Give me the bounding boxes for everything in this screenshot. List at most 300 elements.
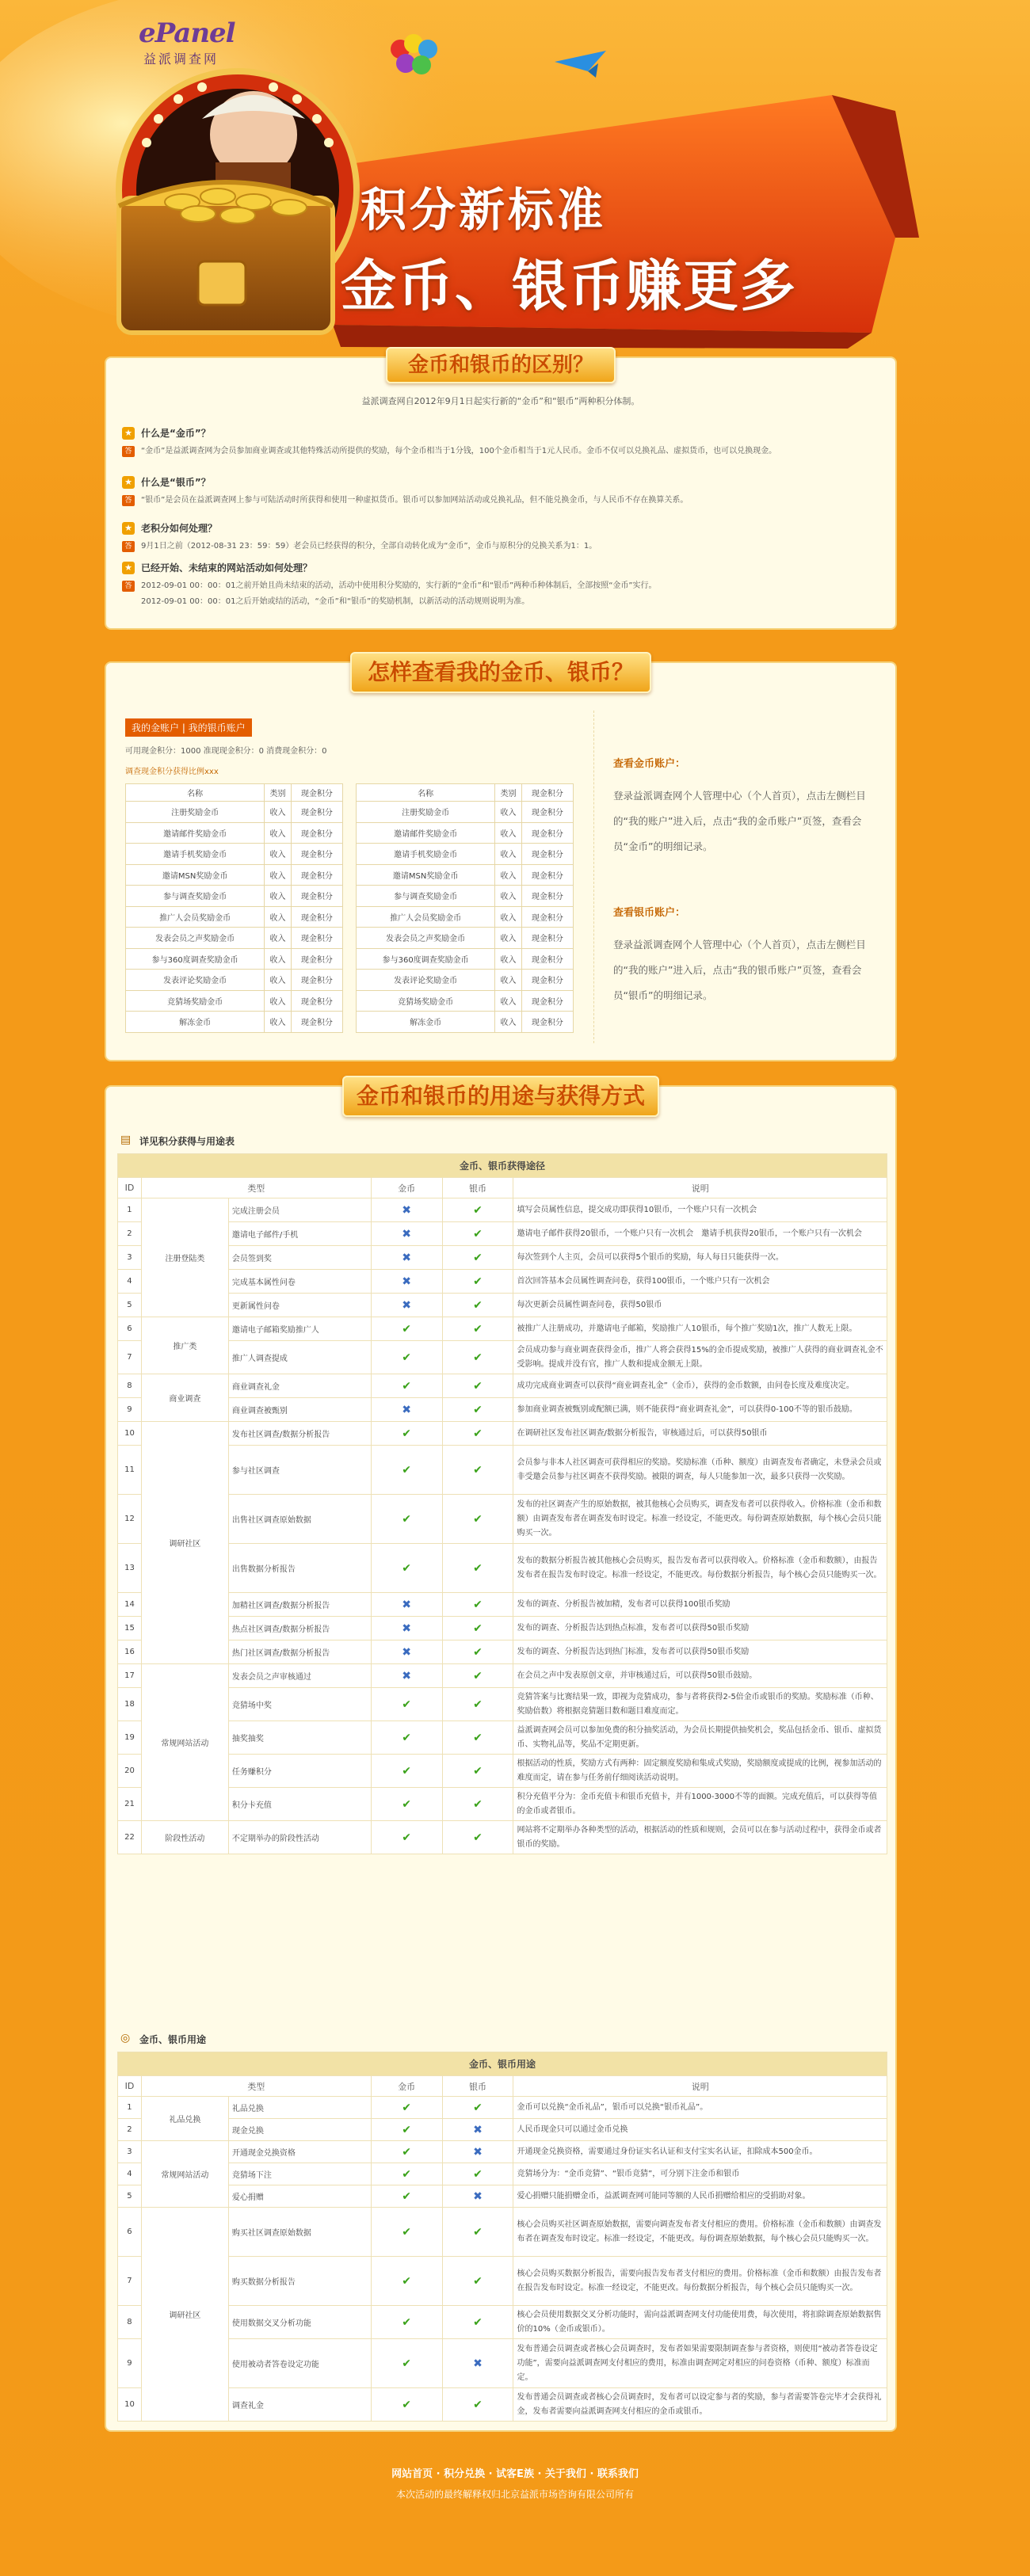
row-id: 2 xyxy=(118,1222,142,1246)
row-description: 益派调查网会员可以参加免费的积分抽奖活动，为会员长期提供抽奖机会，奖品包括金币、银币、虚拟货币、实物礼品等，奖品不定期更新。 xyxy=(513,1721,887,1755)
gold-cell xyxy=(371,1617,442,1640)
check-icon: ✔ xyxy=(473,1227,483,1240)
question-icon: ★ xyxy=(122,427,135,440)
row-description: 参加商业调查被甄别或配额已满，则不能获得“商业调查礼金”，可以获得0-100不等的银币鼓励。 xyxy=(513,1398,887,1422)
row-description: 被推广人注册成功，并邀请电子邮箱，奖励推广人10银币，每个推广奖励1次，推广人数无上限。 xyxy=(513,1317,887,1341)
qa-answer-line: “银币”是会员在益派调查网上参与可陆活动时所获得和使用一种虚拟货币。银币可以参加网站活动或兑换礼品，但不能兑换金币，与人民币不存在换算关系。 xyxy=(141,496,689,505)
row-name: 竞猜场奖励金币 xyxy=(357,990,495,1012)
row-name: 邀请手机奖励金币 xyxy=(357,844,495,865)
row-type: 收入 xyxy=(495,802,521,823)
row-name: 推广人会员奖励金币 xyxy=(357,906,495,928)
row-item: 会员签到奖 xyxy=(228,1246,371,1270)
qa-question xyxy=(122,475,883,490)
check-icon: ✔ xyxy=(473,1797,483,1811)
cross-icon: ✖ xyxy=(473,2123,483,2136)
silver-cell xyxy=(442,1688,513,1721)
gold-cell xyxy=(371,1755,442,1788)
usage-subtitle-earn-text: 详见积分获得与用途表 xyxy=(139,1136,235,1147)
row-item: 邀请电子邮箱奖励推广人 xyxy=(228,1317,371,1341)
difference-intro: 益派调查网自2012年9月1日起实行新的“金币”和“银币”两种积分体制。 xyxy=(361,396,640,406)
gold-cell xyxy=(371,1721,442,1755)
table-row xyxy=(126,822,343,844)
check-icon: ✔ xyxy=(402,2398,411,2411)
table-header-cell: 银币 xyxy=(442,2076,513,2097)
row-name: 参与调查奖励金币 xyxy=(126,886,265,907)
table-header-row xyxy=(118,2076,887,2097)
check-icon: ✔ xyxy=(473,1298,483,1312)
row-type: 收入 xyxy=(495,844,521,865)
cross-icon: ✖ xyxy=(473,2189,483,2203)
coin-icon: ◎ xyxy=(120,2032,131,2044)
table-row xyxy=(118,2097,887,2119)
logo[interactable] xyxy=(139,17,273,73)
table-row xyxy=(118,1593,887,1617)
silver-cell xyxy=(442,1495,513,1544)
row-id: 9 xyxy=(118,1398,142,1422)
gold-cell xyxy=(371,1446,442,1495)
table-row xyxy=(118,2119,887,2141)
table-caption-row xyxy=(118,1154,887,1178)
row-type: 收入 xyxy=(495,1012,521,1033)
row-type: 收入 xyxy=(265,1012,291,1033)
difference-panel xyxy=(105,353,897,630)
qa-answer xyxy=(122,539,883,554)
row-type: 收入 xyxy=(265,864,291,886)
check-icon: ✔ xyxy=(473,1351,483,1364)
row-value: 现金积分 xyxy=(521,886,573,907)
row-type: 收入 xyxy=(265,906,291,928)
row-value: 现金积分 xyxy=(521,948,573,970)
table-row xyxy=(118,2163,887,2185)
cross-icon: ✖ xyxy=(402,1275,411,1288)
row-value: 现金积分 xyxy=(291,844,342,865)
how-to-view-panel xyxy=(105,661,897,1061)
qa-question xyxy=(122,521,883,535)
how-to-view-heading: 怎样查看我的金币、银币？ xyxy=(350,652,651,693)
row-item: 不定期举办的阶段性活动 xyxy=(228,1821,371,1854)
table-caption-row xyxy=(118,2052,887,2076)
row-description: 竞猜场分为：“金币竞猜”、“银币竞猜”，可分别下注金币和银币 xyxy=(513,2163,887,2185)
gold-cell xyxy=(371,2388,442,2422)
row-value: 现金积分 xyxy=(291,990,342,1012)
silver-cell xyxy=(442,1640,513,1664)
row-id: 18 xyxy=(118,1688,142,1721)
gold-cell xyxy=(371,1198,442,1222)
row-item: 发表会员之声审核通过 xyxy=(228,1664,371,1688)
qa-answer-line: “金币”是益派调查网为会员参加商业调查或其他特殊活动所提供的奖励，每个金币相当于1分钱，100个金币相当于1元人民币。金币不仅可以兑换礼品、虚拟货币，也可以兑换现金。 xyxy=(141,447,777,455)
check-icon: ✔ xyxy=(473,1598,483,1611)
row-description: 开通现金兑换资格，需要通过身份证实名认证和支付宝实名认证，扣除成本500金币。 xyxy=(513,2141,887,2163)
silver-cell xyxy=(442,1788,513,1821)
table-row xyxy=(357,802,574,823)
table-row xyxy=(118,1755,887,1788)
row-type: 收入 xyxy=(265,970,291,991)
row-name: 参与调查奖励金币 xyxy=(357,886,495,907)
row-value: 现金积分 xyxy=(291,948,342,970)
row-item: 加精社区调查/数据分析报告 xyxy=(228,1593,371,1617)
row-item: 完成注册会员 xyxy=(228,1198,371,1222)
row-description: 发布普通会员调查或者核心会员调查时，发布者如果需要限制调查参与者资格，则使用“被动者答卷设定功能”，需要向益派调查网支付相应的费用，标准由调查网定对相应的问卷资格（币种、额度）标准而定。 xyxy=(513,2339,887,2388)
table-header-cell: 类别 xyxy=(495,784,521,802)
row-name: 推广人会员奖励金币 xyxy=(126,906,265,928)
table-row xyxy=(118,1446,887,1495)
table-header-cell: 金币 xyxy=(371,1178,442,1198)
table-row xyxy=(118,2339,887,2388)
row-type: 收入 xyxy=(265,990,291,1012)
row-value: 现金积分 xyxy=(521,1012,573,1033)
help-silver-text: 登录益派调查网个人管理中心（个人首页），点击左侧栏目的“我的账户”进入后，点击“我的银币账户”页签，查看会员“银币”的明细记录。 xyxy=(613,939,866,1001)
check-icon: ✔ xyxy=(402,2274,411,2288)
row-item: 爱心捐赠 xyxy=(228,2185,371,2208)
table-row xyxy=(126,990,343,1012)
row-description: 每次更新会员属性调查问卷，获得50银币 xyxy=(513,1294,887,1317)
silver-cell xyxy=(442,1374,513,1398)
hero-banner xyxy=(0,0,1030,349)
check-icon: ✔ xyxy=(473,2274,483,2288)
answer-icon: 答 xyxy=(122,541,135,552)
check-icon: ✔ xyxy=(473,1322,483,1336)
table-row xyxy=(118,1294,887,1317)
usage-subtitle-spend-text: 金币、银币用途 xyxy=(139,2034,207,2045)
row-value: 现金积分 xyxy=(291,802,342,823)
answer-icon: 答 xyxy=(122,495,135,506)
check-icon: ✔ xyxy=(402,2225,411,2239)
cross-icon: ✖ xyxy=(402,1403,411,1416)
logo-subtitle: 益派调查网 xyxy=(143,51,219,67)
table-row xyxy=(118,2257,887,2306)
qa-question xyxy=(122,426,883,440)
check-icon: ✔ xyxy=(402,2189,411,2203)
row-value: 现金积分 xyxy=(291,906,342,928)
table-row xyxy=(126,844,343,865)
silver-cell xyxy=(442,2141,513,2163)
silver-cell xyxy=(442,2097,513,2119)
silver-cell xyxy=(442,2119,513,2141)
qa-question xyxy=(122,561,883,575)
row-name: 发表会员之声奖励金币 xyxy=(357,928,495,949)
cross-icon: ✖ xyxy=(402,1621,411,1635)
gold-cell xyxy=(371,2257,442,2306)
row-description: 邀请电子邮件获得20银币，一个账户只有一次机会 邀请手机获得20银币，一个账户只有一次机会 xyxy=(513,1222,887,1246)
row-value: 现金积分 xyxy=(521,990,573,1012)
help-silver xyxy=(613,901,883,1008)
cross-icon: ✖ xyxy=(402,1669,411,1682)
row-id: 9 xyxy=(118,2339,142,2388)
silver-cell xyxy=(442,2163,513,2185)
row-name: 参与360度调查奖励金币 xyxy=(126,948,265,970)
table-row xyxy=(118,1317,887,1341)
row-id: 10 xyxy=(118,2388,142,2422)
check-icon: ✔ xyxy=(402,1351,411,1364)
row-id: 1 xyxy=(118,1198,142,1222)
check-icon: ✔ xyxy=(402,1731,411,1744)
silver-cell xyxy=(442,1341,513,1374)
row-value: 现金积分 xyxy=(521,822,573,844)
row-type: 收入 xyxy=(265,928,291,949)
check-icon: ✔ xyxy=(402,1561,411,1575)
row-item: 现金兑换 xyxy=(228,2119,371,2141)
table-row xyxy=(357,864,574,886)
row-item: 调查礼金 xyxy=(228,2388,371,2422)
row-description: 会员成功参与商业调查获得金币，推广人将会获得15%的金币提成奖励，被推广人获得的商业调查礼金不受影响。提成并没有官，推广人数和提成金额无上限。 xyxy=(513,1341,887,1374)
silver-cell xyxy=(442,1593,513,1617)
silver-cell xyxy=(442,2388,513,2422)
row-description: 核心会员购买社区调查原始数据，需要向调查发布者支付相应的费用。价格标准（金币和数额）由调查发布者在调查发布时设定。标准一经设定，不能更改。每份调查原始数据，每个核心会员只能购买一次。 xyxy=(513,2208,887,2257)
table-row xyxy=(118,2185,887,2208)
logo-wordmark: ePanel xyxy=(139,17,235,49)
qa-question-text: 什么是“银币”？ xyxy=(141,477,211,488)
check-icon: ✔ xyxy=(402,1512,411,1526)
row-description: 发布的调查、分析报告达到热点标准，发布者可以获得50银币奖励 xyxy=(513,1617,887,1640)
table-header-row xyxy=(118,1178,887,1198)
row-id: 19 xyxy=(118,1721,142,1755)
gold-cell xyxy=(371,1821,442,1854)
row-item: 礼品兑换 xyxy=(228,2097,371,2119)
gold-cell xyxy=(371,1317,442,1341)
check-icon: ✔ xyxy=(473,1403,483,1416)
gold-cell xyxy=(371,1788,442,1821)
silver-cell xyxy=(442,1246,513,1270)
table-row xyxy=(126,928,343,949)
row-value: 现金积分 xyxy=(521,906,573,928)
silver-cell xyxy=(442,1664,513,1688)
gold-cell xyxy=(371,2119,442,2141)
row-id: 6 xyxy=(118,2208,142,2257)
help-gold-title: 查看金币账户： xyxy=(613,758,686,770)
row-item: 邀请电子邮件/手机 xyxy=(228,1222,371,1246)
row-value: 现金积分 xyxy=(521,970,573,991)
check-icon: ✔ xyxy=(473,1698,483,1711)
row-type: 收入 xyxy=(495,970,521,991)
check-icon: ✔ xyxy=(473,2398,483,2411)
table-row xyxy=(357,970,574,991)
row-item: 竞猜场中奖 xyxy=(228,1688,371,1721)
check-icon: ✔ xyxy=(473,2225,483,2239)
row-name: 参与360度调查奖励金币 xyxy=(357,948,495,970)
table-row xyxy=(118,1246,887,1270)
silver-cell xyxy=(442,1317,513,1341)
table-row xyxy=(126,864,343,886)
row-value: 现金积分 xyxy=(521,864,573,886)
table-row xyxy=(118,1198,887,1222)
row-id: 3 xyxy=(118,2141,142,2163)
divider xyxy=(593,711,594,1043)
qa-item xyxy=(122,561,883,610)
table-header-cell: 名称 xyxy=(126,784,265,802)
check-icon: ✔ xyxy=(473,1203,483,1217)
gold-cell xyxy=(371,1688,442,1721)
gold-cell xyxy=(371,2208,442,2257)
check-icon: ✔ xyxy=(402,2357,411,2370)
gold-cell xyxy=(371,1593,442,1617)
question-icon: ★ xyxy=(122,476,135,489)
row-description: 发布普通会员调查或者核心会员调查时，发布者可以设定参与者的奖励，参与者需要答卷完毕才会获得礼金，发布者需要向益派调查网支付相应的金币或银币。 xyxy=(513,2388,887,2422)
cross-icon: ✖ xyxy=(402,1645,411,1659)
cross-icon: ✖ xyxy=(473,2357,483,2370)
table-header-cell: 类别 xyxy=(265,784,291,802)
table-header-cell: ID xyxy=(118,2076,142,2097)
row-description: 发布的社区调查产生的原始数据，被其他核心会员购买，调查发布者可以获得收入。价格标准（金币和数额）由调查发布者在调查发布时设定。标准一经设定，不能更改。每份调查原始数据，每个核心会员只能购买一次。 xyxy=(513,1495,887,1544)
row-type: 收入 xyxy=(495,990,521,1012)
row-type: 收入 xyxy=(495,928,521,949)
cross-icon: ✖ xyxy=(402,1227,411,1240)
gold-cell xyxy=(371,1374,442,1398)
gold-cell xyxy=(371,1422,442,1446)
cross-icon: ✖ xyxy=(402,1598,411,1611)
table-header-cell: ID xyxy=(118,1178,142,1198)
account-ratio-link[interactable]: 调查现金积分获得比例xxx xyxy=(125,768,219,776)
row-category: 常规网站活动 xyxy=(141,2141,228,2208)
account-balance-line: 可用现金积分：1000 准现现金积分：0 消费现金积分：0 xyxy=(125,747,327,756)
row-type: 收入 xyxy=(265,886,291,907)
row-name: 邀请MSN奖励金币 xyxy=(126,864,265,886)
gold-cell xyxy=(371,1398,442,1422)
check-icon: ✔ xyxy=(473,1731,483,1744)
table-row xyxy=(118,2141,887,2163)
help-silver-title: 查看银币账户： xyxy=(613,907,686,919)
table-row xyxy=(118,2306,887,2339)
row-type: 收入 xyxy=(495,886,521,907)
row-item: 推广人调查提成 xyxy=(228,1341,371,1374)
row-id: 15 xyxy=(118,1617,142,1640)
account-tabs[interactable]: 我的金账户 | 我的银币账户 xyxy=(125,718,252,737)
row-type: 收入 xyxy=(265,822,291,844)
row-name: 注册奖励金币 xyxy=(357,802,495,823)
check-icon: ✔ xyxy=(402,1427,411,1440)
row-item: 使用数据交叉分析功能 xyxy=(228,2306,371,2339)
row-category: 调研社区 xyxy=(141,1422,228,1664)
row-description: 发布的调查、分析报告达到热门标准，发布者可以获得50银币奖励 xyxy=(513,1640,887,1664)
gold-cell xyxy=(371,2141,442,2163)
earn-table xyxy=(117,1153,887,1854)
gold-sample-table xyxy=(125,783,343,1033)
answer-icon: 答 xyxy=(122,446,135,457)
usage-subtitle-spend xyxy=(120,2033,206,2046)
qa-answer-line: 9月1日之前（2012-08-31 23：59：59）老会员已经获得的积分，全部自动转化成为“金币”，金币与原积分的兑换关系为1：1。 xyxy=(141,542,597,551)
footer-nav[interactable]: 网站首页 · 积分兑换 · 试客E族 · 关于我们 · 联系我们 xyxy=(391,2468,639,2480)
row-name: 邀请邮件奖励金币 xyxy=(357,822,495,844)
row-description: 发布的调查、分析报告被加精，发布者可以获得100银币奖励 xyxy=(513,1593,887,1617)
table-row xyxy=(118,1640,887,1664)
table-row xyxy=(118,1422,887,1446)
row-description: 爱心捐赠只能捐赠金币，益派调查网可能同等额的人民币捐赠给相应的受捐助对象。 xyxy=(513,2185,887,2208)
row-id: 14 xyxy=(118,1593,142,1617)
table-row xyxy=(126,886,343,907)
silver-cell xyxy=(442,1398,513,1422)
row-value: 现金积分 xyxy=(291,928,342,949)
table-row xyxy=(357,990,574,1012)
silver-sample-table xyxy=(356,783,574,1033)
gold-cell xyxy=(371,1664,442,1688)
silver-cell xyxy=(442,1721,513,1755)
row-description: 在调研社区发布社区调查/数据分析报告，审核通过后，可以获得50银币 xyxy=(513,1422,887,1446)
row-category: 阶段性活动 xyxy=(141,1821,228,1854)
row-description: 积分充值平分为：金币充值卡和银币充值卡，并有1000-3000不等的面额。完成充值后，可以获得等值的金币或者银币。 xyxy=(513,1788,887,1821)
gold-cell xyxy=(371,2339,442,2388)
row-type: 收入 xyxy=(495,864,521,886)
row-id: 5 xyxy=(118,2185,142,2208)
question-icon: ★ xyxy=(122,562,135,574)
row-value: 现金积分 xyxy=(521,844,573,865)
qa-answer xyxy=(122,578,883,610)
check-icon: ✔ xyxy=(473,1621,483,1635)
table-row xyxy=(118,1788,887,1821)
row-description: 核心会员使用数据交叉分析功能时，需向益派调查网支付功能使用费，每次使用，将扣除调查原始数据售价的10%（金币或银币）。 xyxy=(513,2306,887,2339)
check-icon: ✔ xyxy=(473,1463,483,1477)
row-type: 收入 xyxy=(495,906,521,928)
row-item: 积分卡充值 xyxy=(228,1788,371,1821)
check-icon: ✔ xyxy=(473,1645,483,1659)
gold-cell xyxy=(371,1270,442,1294)
cross-icon: ✖ xyxy=(402,1251,411,1264)
check-icon: ✔ xyxy=(402,1698,411,1711)
row-value: 现金积分 xyxy=(291,970,342,991)
table-header-cell: 银币 xyxy=(442,1178,513,1198)
table-row xyxy=(118,2388,887,2422)
row-type: 收入 xyxy=(265,802,291,823)
check-icon: ✔ xyxy=(473,1561,483,1575)
row-id: 22 xyxy=(118,1821,142,1854)
table-header-cell: 说明 xyxy=(513,2076,887,2097)
gold-cell xyxy=(371,1640,442,1664)
row-name: 邀请邮件奖励金币 xyxy=(126,822,265,844)
check-icon: ✔ xyxy=(402,1764,411,1778)
silver-cell xyxy=(442,1821,513,1854)
qa-item xyxy=(122,475,883,509)
check-icon: ✔ xyxy=(402,1797,411,1811)
table-row xyxy=(357,1012,574,1033)
silver-cell xyxy=(442,2306,513,2339)
row-category: 礼品兑换 xyxy=(141,2097,228,2141)
answer-icon: 答 xyxy=(122,581,135,592)
row-item: 抽奖抽奖 xyxy=(228,1721,371,1755)
table-header-cell: 说明 xyxy=(513,1178,887,1198)
qa-answer-line: 2012-09-01 00：00：01之后开始或结的活动，“金币”和“银币”的奖励机制，以新活动的活动规则说明为准。 xyxy=(141,597,530,606)
table-row xyxy=(126,1012,343,1033)
check-icon: ✔ xyxy=(473,1379,483,1393)
row-id: 8 xyxy=(118,1374,142,1398)
check-icon: ✔ xyxy=(402,1831,411,1844)
row-item: 购买社区调查原始数据 xyxy=(228,2208,371,2257)
qa-answer xyxy=(122,444,883,459)
gold-cell xyxy=(371,2097,442,2119)
gold-cell xyxy=(371,1294,442,1317)
table-header-cell: 类型 xyxy=(141,2076,371,2097)
silver-cell xyxy=(442,1294,513,1317)
table-header-cell: 类型 xyxy=(141,1178,371,1198)
cross-icon: ✖ xyxy=(402,1298,411,1312)
silver-cell xyxy=(442,2257,513,2306)
table-header-cell: 现金积分 xyxy=(521,784,573,802)
row-type: 收入 xyxy=(495,948,521,970)
check-icon: ✔ xyxy=(473,2101,483,2114)
row-id: 3 xyxy=(118,1246,142,1270)
table-row xyxy=(357,844,574,865)
table-header-row xyxy=(126,784,343,802)
row-id: 10 xyxy=(118,1422,142,1446)
table-row xyxy=(126,802,343,823)
table-row xyxy=(118,1374,887,1398)
usage-subtitle-earn xyxy=(120,1134,235,1148)
check-icon: ✔ xyxy=(402,2167,411,2181)
table-row xyxy=(118,1617,887,1640)
row-description: 每次签到个人主页，会员可以获得5个银币的奖励，每人每日只能获得一次。 xyxy=(513,1246,887,1270)
gold-cell xyxy=(371,1495,442,1544)
gold-cell xyxy=(371,2163,442,2185)
row-type: 收入 xyxy=(495,822,521,844)
silver-cell xyxy=(442,1446,513,1495)
row-item: 更新属性问卷 xyxy=(228,1294,371,1317)
